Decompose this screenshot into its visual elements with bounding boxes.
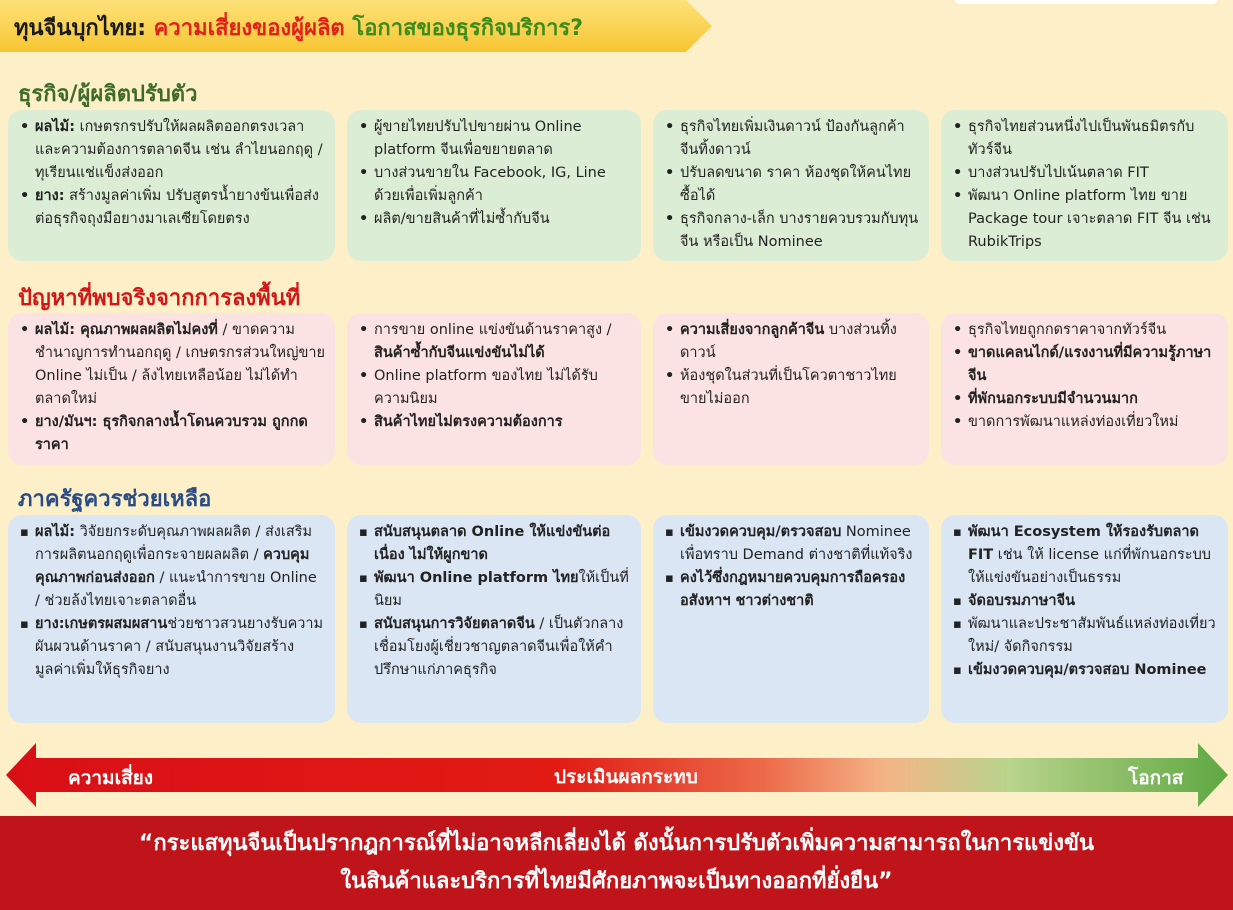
list-item: • ปรับลดขนาด ราคา ห้องชุดให้คนไทยซื้อได้ — [665, 162, 919, 208]
top-right-box — [955, 0, 1217, 4]
list-item: ▪ สนับสนุนการวิจัยตลาดจีน / เป็นตัวกลางเชื่อมโยงผู้เชี่ยวชาญตลาดจีนเพื่อให้คำปรึกษาแก่ภาคธุรกิจ — [359, 613, 631, 682]
list-item: • พัฒนา Online platform ไทย ขาย Package tour เจาะตลาด FIT จีน เช่น RubikTrips — [953, 185, 1218, 254]
arrow-label-opportunity: โอกาส — [1128, 767, 1184, 789]
gov-box-tourism — [941, 515, 1228, 723]
arrow-label-assess: ประเมินผลกระทบ — [554, 766, 698, 788]
problem-box-tourism — [941, 313, 1228, 465]
title-banner — [0, 0, 712, 52]
list-item: • ธุรกิจกลาง-เล็ก บางรายควบรวมกับทุนจีน หรือเป็น Nominee — [665, 208, 919, 254]
section-title-government: ภาครัฐควรช่วยเหลือ — [18, 487, 212, 512]
list-item: • สินค้าไทยไม่ตรงความต้องการ — [359, 411, 631, 434]
adapt-box-online — [347, 110, 641, 261]
problem-box-agriculture — [8, 313, 335, 465]
section-title-adapt: ธุรกิจ/ผู้ผลิตปรับตัว — [18, 82, 198, 107]
impact-arrow — [6, 743, 1228, 807]
list-item: • ธุรกิจไทยถูกกดราคาจากทัวร์จีน — [953, 319, 1218, 342]
list-item: • ขาดแคลนไกด์/แรงงานที่มีความรู้ภาษาจีน — [953, 342, 1218, 388]
list-item: • บางส่วนขายใน Facebook, IG, Line ด้วยเพื่อเพิ่มลูกค้า — [359, 162, 631, 208]
list-item: ▪ ยาง:เกษตรผสมผสานช่วยชาวสวนยางรับความผันผวนด้านราคา / สนับสนุนงานวิจัยสร้างมูลค่าเพิ่มให้ธุรกิจยาง — [20, 613, 325, 682]
page-title — [14, 10, 583, 45]
list-item: • ผู้ขายไทยปรับไปขายผ่าน Online platform จีนเพื่อขยายตลาด — [359, 116, 631, 162]
quote-line-2: ในสินค้าและบริการที่ไทยมีศักยภาพจะเป็นทางออกที่ยั่งยืน” — [340, 869, 893, 894]
adapt-box-agriculture — [8, 110, 335, 261]
list-item: ▪ ผลไม้: วิจัยยกระดับคุณภาพผลผลิต / ส่งเสริมการผลิตนอกฤดูเพื่อกระจายผลผลิต / ควบคุมคุณภาพก่อนส่งออก / แนะนำการขาย Online / ช่วยล้งไทยเจาะตลาดอื่น — [20, 521, 325, 613]
list-item: • ห้องชุดในส่วนที่เป็นโควตาชาวไทยขายไม่ออก — [665, 365, 919, 411]
gov-box-realestate — [653, 515, 929, 723]
list-item: ▪ พัฒนา Ecosystem ให้รองรับตลาด FIT เช่น ให้ license แก่ที่พักนอกระบบ ให้แข่งขันอย่างเป็นธรรม — [953, 521, 1218, 590]
list-item: • Online platform ของไทย ไม่ได้รับความนิยม — [359, 365, 631, 411]
title-part-3: โอกาสของธุรกิจบริการ? — [344, 16, 584, 41]
list-item: • ธุรกิจไทยเพิ่มเงินดาวน์ ป้องกันลูกค้าจีนทิ้งดาวน์ — [665, 116, 919, 162]
list-item: • ยาง/มันฯ: ธุรกิจกลางน้ำโดนควบรวม ถูกกดราคา — [20, 411, 325, 457]
arrow-label-risk: ความเสี่ยง — [68, 767, 154, 789]
list-item: • บางส่วนปรับไปเน้นตลาด FIT — [953, 162, 1218, 185]
problem-box-online — [347, 313, 641, 465]
list-item: • ความเสี่ยงจากลูกค้าจีน บางส่วนทิ้งดาวน์ — [665, 319, 919, 365]
title-part-1: ทุนจีนบุกไทย: — [14, 16, 154, 41]
quote-bar — [0, 816, 1233, 910]
list-item: ▪ คงไว้ซึ่งกฎหมายควบคุมการถือครองอสังหาฯ ชาวต่างชาติ — [665, 567, 919, 613]
list-item: • ธุรกิจไทยส่วนหนึ่งไปเป็นพันธมิตรกับทัวร์จีน — [953, 116, 1218, 162]
list-item: ▪ เข้มงวดควบคุม/ตรวจสอบ Nominee เพื่อทราบ Demand ต่างชาติที่แท้จริง — [665, 521, 919, 567]
title-part-2: ความเสี่ยงของผู้ผลิต — [153, 16, 345, 41]
list-item: • การขาย online แข่งขันด้านราคาสูง / สินค้าซ้ำกับจีนแข่งขันไม่ได้ — [359, 319, 631, 365]
list-item: ▪ พัฒนาและประชาสัมพันธ์แหล่งท่องเที่ยวใหม่/ จัดกิจกรรม — [953, 613, 1218, 659]
problem-box-realestate — [653, 313, 929, 465]
list-item: ▪ สนับสนุนตลาด Online ให้แข่งขันต่อเนื่อง ไม่ให้ผูกขาด — [359, 521, 631, 567]
list-item: ▪ เข้มงวดควบคุม/ตรวจสอบ Nominee — [953, 659, 1218, 682]
gov-box-agriculture — [8, 515, 335, 723]
adapt-box-tourism — [941, 110, 1228, 261]
list-item: • ที่พักนอกระบบมีจำนวนมาก — [953, 388, 1218, 411]
gov-box-online — [347, 515, 641, 723]
adapt-box-realestate — [653, 110, 929, 261]
section-title-problems: ปัญหาที่พบจริงจากการลงพื้นที่ — [18, 286, 301, 311]
list-item: • ขาดการพัฒนาแหล่งท่องเที่ยวใหม่ — [953, 411, 1218, 434]
list-item: • ยาง: สร้างมูลค่าเพิ่ม ปรับสูตรน้ำยางข้นเพื่อส่งต่อธุรกิจถุงมือยางมาเลเซียโดยตรง — [20, 185, 325, 231]
list-item: • ผลไม้: คุณภาพผลผลิตไม่คงที่ / ขาดความชำนาญการทำนอกฤดู / เกษตรกรส่วนใหญ่ขาย Online ไม่เป็น / ล้งไทยเหลือน้อย ไม่ได้ทำตลาดใหม่ — [20, 319, 325, 411]
list-item: • ผลไม้: เกษตรกรปรับให้ผลผลิตออกตรงเวลาและความต้องการตลาดจีน เช่น ลำไยนอกฤดู / ทุเรียนแช่แข็งส่งออก — [20, 116, 325, 185]
list-item: ▪ จัดอบรมภาษาจีน — [953, 590, 1218, 613]
list-item: • ผลิต/ขายสินค้าที่ไม่ซ้ำกับจีน — [359, 208, 631, 231]
quote-line-1: “กระแสทุนจีนเป็นปรากฎการณ์ที่ไม่อาจหลีกเลี่ยงได้ ดังนั้นการปรับตัวเพิ่มความสามารถในการแข่งขัน — [138, 831, 1095, 856]
list-item: ▪ พัฒนา Online platform ไทยให้เป็นที่นิยม — [359, 567, 631, 613]
